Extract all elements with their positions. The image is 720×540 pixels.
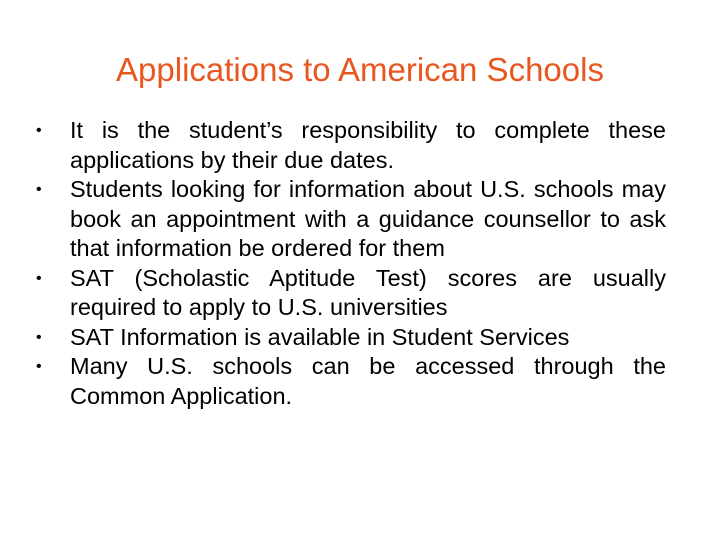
bullet-icon: • bbox=[36, 328, 42, 346]
bullet-icon: • bbox=[36, 181, 42, 198]
bullet-text: Many U.S. schools can be accessed through the Common Application. bbox=[70, 353, 666, 409]
bullet-item bbox=[36, 323, 666, 353]
bullet-icon: • bbox=[36, 358, 42, 375]
bullet-icon: • bbox=[36, 269, 42, 287]
bullet-item bbox=[36, 175, 666, 264]
bullet-list bbox=[36, 116, 666, 411]
slide-title: Applications to American Schools bbox=[116, 51, 604, 88]
bullet-icon: • bbox=[36, 122, 42, 139]
bullet-text: SAT Information is available in Student Services bbox=[70, 323, 570, 350]
bullet-text: Students looking for information about U.S. schools may book an appointment with a guidance counsellor to ask that information be ordered for them bbox=[70, 176, 666, 261]
bullet-item bbox=[36, 352, 666, 411]
bullet-item bbox=[36, 116, 666, 175]
bullet-text: SAT (Scholastic Aptitude Test) scores are usually required to apply to U.S. universities bbox=[70, 264, 666, 320]
bullet-text: It is the student’s responsibility to complete these applications by their due dates. bbox=[70, 117, 666, 173]
bullet-item bbox=[36, 264, 666, 323]
